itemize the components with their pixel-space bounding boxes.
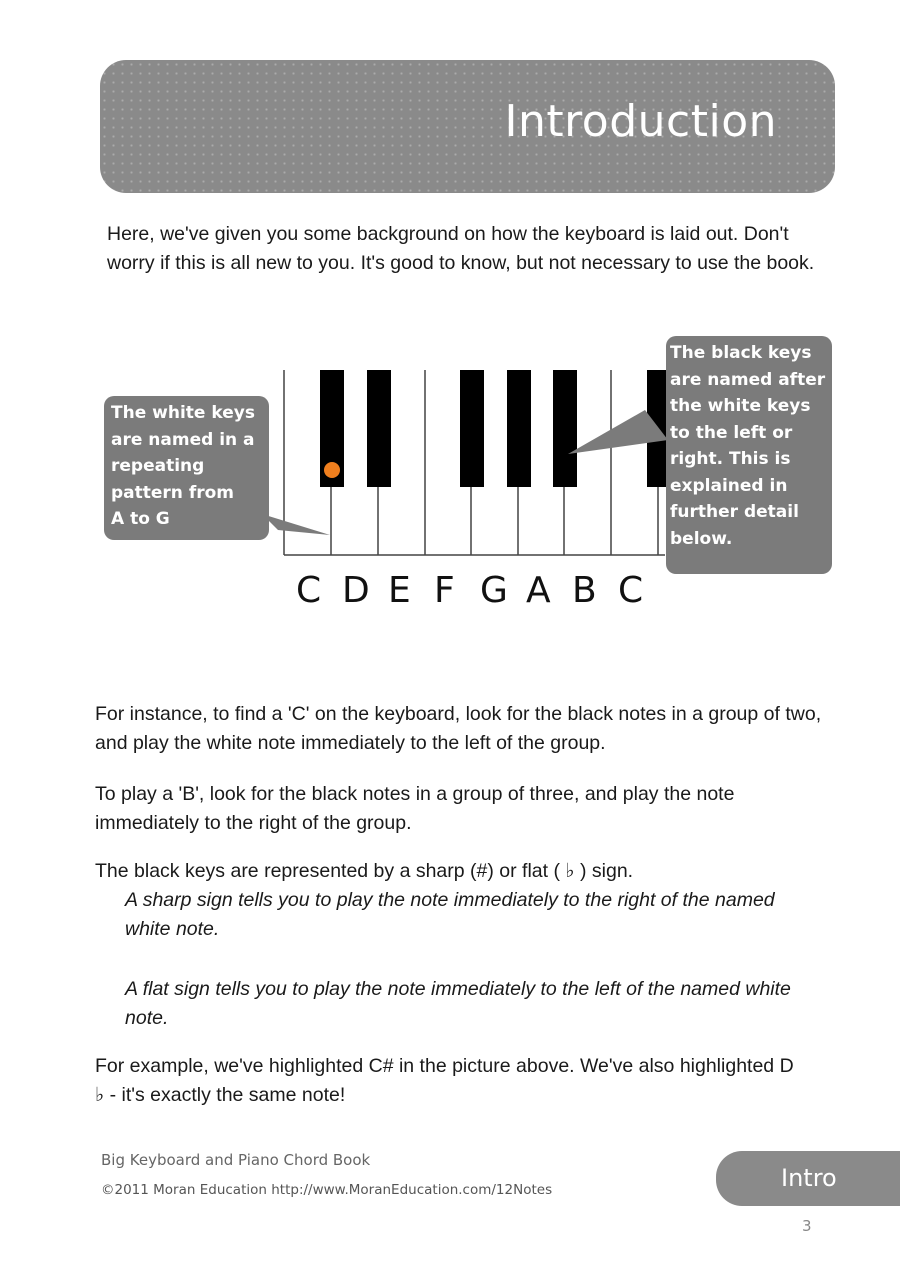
callout-line: are named in a: [111, 429, 255, 450]
footer-copyright: ©2011 Moran Education http://www.MoranEducation.com/12Notes: [101, 1182, 553, 1198]
callout-line: are named after: [670, 369, 826, 390]
callout-line: right. This is: [670, 449, 791, 469]
callout-line: The black keys: [670, 343, 812, 363]
note-label-a: A: [526, 570, 551, 611]
note-label-c2: C: [618, 570, 644, 611]
black-key-dsharp: [367, 370, 391, 487]
white-keys-callout-pointer: [262, 514, 330, 535]
note-label-d: D: [342, 570, 370, 611]
callout-line: to the left or: [670, 422, 793, 443]
intro-paragraph: Here, we've given you some background on how the keyboard is laid out. Don't worry if this is all new to you. It's good to know, but not necessary to use the book.: [107, 223, 815, 274]
section-tab-label: Intro: [781, 1164, 837, 1192]
black-key-gsharp: [507, 370, 531, 487]
black-key-asharp: [553, 370, 577, 487]
black-keys-callout: [666, 336, 832, 574]
note-label-f: F: [434, 570, 455, 611]
callout-line: repeating: [111, 456, 205, 476]
note-labels: [296, 570, 664, 611]
white-keys-callout: [104, 396, 269, 540]
callout-line: below.: [670, 528, 733, 549]
paragraph-find-c: For instance, to find a 'C' on the keyboard, look for the black notes in a group of two, and play the white note immediately to the left of the group.: [95, 703, 822, 754]
callout-line: the white keys: [670, 396, 811, 416]
note-label-c: C: [296, 570, 322, 611]
paragraph-sharp-flat: The black keys are represented by a sharp (#) or flat ( ♭ ) sign.: [95, 860, 634, 882]
paragraph-example: For example, we've highlighted C# in the picture above. We've also highlighted D ♭ - it's exactly the same note!: [95, 1055, 794, 1106]
callout-line: explained in: [670, 475, 788, 496]
paragraph-sharp-explanation: A sharp sign tells you to play the note immediately to the right of the named white note.: [125, 889, 775, 940]
footer-book-title: Big Keyboard and Piano Chord Book: [101, 1151, 371, 1169]
callout-line: The white keys: [111, 403, 255, 423]
paragraph-flat-explanation: A flat sign tells you to play the note immediately to the left of the named white note.: [125, 978, 791, 1029]
highlight-dot: [324, 462, 340, 478]
note-label-g: G: [480, 570, 508, 611]
callout-line: further detail: [670, 502, 799, 522]
title-banner: [100, 60, 835, 193]
note-label-e: E: [388, 570, 411, 611]
section-tab: [716, 1151, 900, 1206]
page-number: 3: [802, 1217, 812, 1235]
page-title: Introduction: [504, 96, 777, 147]
black-key-fsharp: [460, 370, 484, 487]
callout-line: A to G: [111, 509, 170, 529]
paragraph-find-b: To play a 'B', look for the black notes in a group of three, and play the note immediately to the right of the group.: [95, 783, 735, 834]
note-label-b: B: [572, 570, 597, 611]
callout-line: pattern from: [111, 482, 235, 503]
